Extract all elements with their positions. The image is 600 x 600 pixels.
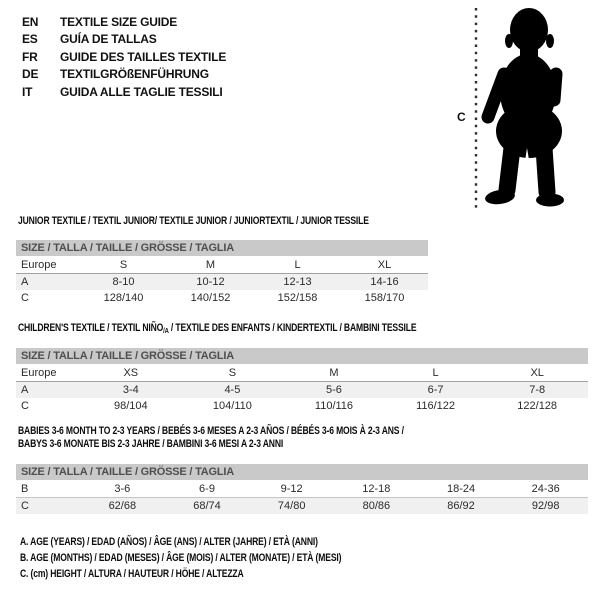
- footnote-age-months: B. AGE (MONTHS) / EDAD (MESES) / ÂGE (MOIS) / ALTER (MONATE) / ETÀ (MESI): [20, 552, 342, 564]
- language-label: TEXTILE SIZE GUIDE: [60, 14, 178, 29]
- language-row: [22, 48, 226, 66]
- value-cell: 80/86: [362, 500, 391, 512]
- value-cell: 140/152: [190, 292, 231, 304]
- junior-size-table: [16, 240, 428, 306]
- language-code: EN: [22, 14, 39, 29]
- value-cell: 4-5: [224, 384, 241, 396]
- row-label: A: [21, 384, 29, 396]
- children-title-subscript: /A: [163, 326, 169, 335]
- row-label: C: [21, 292, 29, 304]
- language-code: FR: [22, 49, 38, 64]
- table-row-height: [16, 498, 588, 514]
- value-cell: 6-9: [199, 482, 215, 495]
- value-cell: 68/74: [193, 500, 221, 512]
- language-row: [22, 13, 226, 31]
- value-cell: 98/104: [113, 400, 148, 412]
- language-row: [22, 83, 226, 101]
- value-cell: 12-13: [283, 276, 312, 288]
- children-size-table: [16, 348, 588, 414]
- language-row: [22, 66, 226, 84]
- footnote-height: C. (cm) HEIGHT / ALTURA / HAUTEUR / HÖHE / ALTEZZA: [20, 568, 244, 580]
- value-cell: 12-18: [362, 482, 391, 495]
- size-cell: S: [119, 258, 128, 271]
- value-cell: 122/128: [517, 400, 558, 412]
- size-header-bar: SIZE / TALLA / TAILLE / GRÖSSE / TAGLIA: [16, 464, 588, 480]
- value-cell: 7-8: [529, 384, 546, 396]
- size-cell: S: [228, 366, 237, 379]
- children-section-title: [18, 322, 416, 337]
- value-cell: 92/98: [531, 500, 560, 512]
- value-cell: 8-10: [112, 276, 135, 288]
- value-cell: 24-36: [531, 482, 560, 495]
- size-header-bar: SIZE / TALLA / TAILLE / GRÖSSE / TAGLIA: [16, 240, 428, 256]
- babies-title-line2: BABYS 3-6 MONATE BIS 2-3 JAHRE / BAMBINI 3-6 MESI A 2-3 ANNI: [18, 438, 284, 450]
- height-measure-label: C: [457, 110, 466, 124]
- size-cell: M: [329, 366, 339, 379]
- footnote-age-years: A. AGE (YEARS) / EDAD (AÑOS) / ÂGE (ANS) / ALTER (JAHRE) / ETÀ (ANNI): [20, 536, 318, 548]
- children-title-part: CHILDREN'S TEXTILE / TEXTIL NIÑO: [18, 322, 164, 334]
- junior-section-title: JUNIOR TEXTILE / TEXTIL JUNIOR/ TEXTILE JUNIOR / JUNIORTEXTIL / JUNIOR TESSILE: [18, 215, 369, 227]
- language-label: TEXTILGRÖßENFÜHRUNG: [60, 67, 209, 82]
- size-cell: L: [432, 366, 439, 379]
- value-cell: 62/68: [108, 500, 137, 512]
- language-label: GUIDA ALLE TAGLIE TESSILI: [60, 84, 223, 99]
- value-cell: 152/158: [277, 292, 318, 304]
- babies-size-table: [16, 464, 588, 514]
- value-cell: 110/116: [314, 400, 354, 412]
- row-label: Europe: [21, 258, 57, 271]
- size-cell: XL: [530, 366, 544, 379]
- language-row: [22, 31, 226, 49]
- table-row-height: [16, 290, 428, 306]
- row-label: B: [21, 482, 29, 495]
- baby-silhouette-figure: [440, 0, 600, 220]
- table-row-age: [16, 274, 428, 290]
- children-title-part: / TEXTILE DES ENFANTS / KINDERTEXTIL / BAMBINI TESSILE: [168, 322, 417, 334]
- value-cell: 128/140: [103, 292, 144, 304]
- language-code: IT: [22, 84, 33, 99]
- row-label: Europe: [21, 366, 57, 379]
- table-row-sizes: [16, 364, 588, 382]
- language-code: DE: [22, 67, 39, 82]
- row-label: A: [21, 276, 29, 288]
- value-cell: 5-6: [326, 384, 342, 396]
- value-cell: 3-4: [122, 384, 139, 396]
- row-label: C: [21, 500, 29, 512]
- value-cell: 6-7: [427, 384, 444, 396]
- value-cell: 14-16: [370, 276, 399, 288]
- size-cell: M: [205, 258, 216, 271]
- babies-section-title: [18, 425, 513, 451]
- value-cell: 116/122: [416, 400, 456, 412]
- value-cell: 74/80: [277, 500, 306, 512]
- babies-title-line1: BABIES 3-6 MONTH TO 2-3 YEARS / BEBÉS 3-6 MESES A 2-3 AÑOS / BÉBÉS 3-6 MOIS À 2-3 ANS /: [18, 425, 404, 437]
- table-row-age: [16, 382, 588, 398]
- size-cell: XL: [377, 258, 392, 271]
- language-title-block: [22, 13, 226, 101]
- size-cell: L: [294, 258, 301, 271]
- value-cell: 10-12: [196, 276, 225, 288]
- value-cell: 86/92: [447, 500, 475, 512]
- language-label: GUIDE DES TAILLES TEXTILE: [60, 49, 227, 64]
- legend-footnotes: [20, 534, 432, 582]
- value-cell: 18-24: [446, 482, 476, 495]
- table-row-sizes: [16, 256, 428, 274]
- value-cell: 104/110: [212, 400, 252, 412]
- language-label: GUÍA DE TALLAS: [60, 32, 157, 47]
- baby-silhouette-icon: [484, 8, 564, 207]
- row-label: C: [21, 400, 29, 412]
- table-row-height: [16, 398, 588, 414]
- value-cell: 158/170: [364, 292, 405, 304]
- value-cell: 3-6: [114, 482, 131, 495]
- language-code: ES: [22, 32, 38, 47]
- table-row-months: [16, 480, 588, 498]
- size-cell: XS: [123, 366, 139, 379]
- size-header-bar: SIZE / TALLA / TAILLE / GRÖSSE / TAGLIA: [16, 348, 588, 364]
- value-cell: 9-12: [280, 482, 303, 495]
